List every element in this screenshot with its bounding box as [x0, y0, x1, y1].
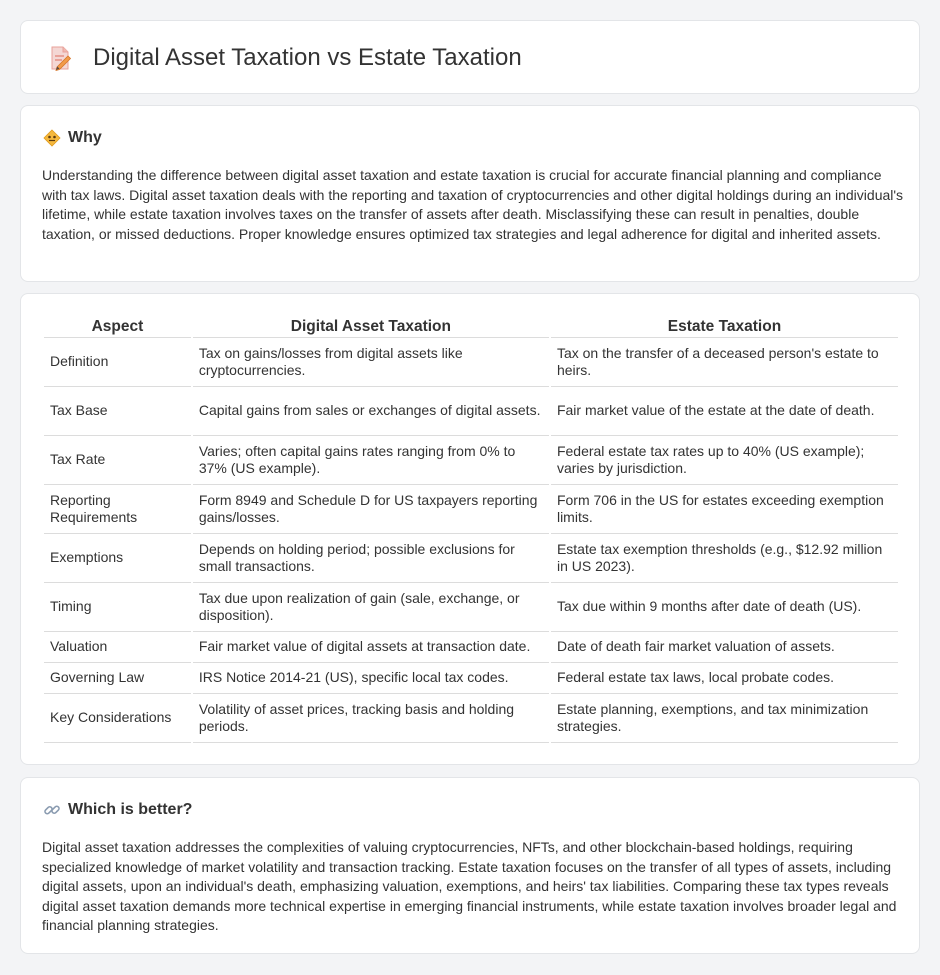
- table-row: [44, 534, 898, 583]
- document-pen-icon: [47, 45, 73, 71]
- table-row: [44, 663, 898, 694]
- digital-cell: Varies; often capital gains rates ranging from 0% to 37% (US example).: [193, 436, 549, 485]
- aspect-cell: Governing Law: [44, 663, 191, 694]
- warning-diamond-icon: [43, 129, 61, 147]
- digital-cell: Tax on gains/losses from digital assets like cryptocurrencies.: [193, 338, 549, 387]
- estate-cell: Estate tax exemption thresholds (e.g., $12.92 million in US 2023).: [551, 534, 898, 583]
- digital-cell: Capital gains from sales or exchanges of digital assets.: [193, 387, 549, 436]
- digital-cell: Volatility of asset prices, tracking basis and holding periods.: [193, 694, 549, 743]
- table-row: [44, 632, 898, 663]
- estate-cell: Tax due within 9 months after date of death (US).: [551, 583, 898, 632]
- estate-cell: Tax on the transfer of a deceased person's estate to heirs.: [551, 338, 898, 387]
- digital-cell: Depends on holding period; possible exclusions for small transactions.: [193, 534, 549, 583]
- table-row: [44, 583, 898, 632]
- aspect-cell: Tax Rate: [44, 436, 191, 485]
- table-row: [44, 436, 898, 485]
- table-row: [44, 485, 898, 534]
- table-row: [44, 338, 898, 387]
- table-header-row: [44, 316, 898, 338]
- comparison-table: [42, 316, 900, 743]
- better-heading: Which is better?: [68, 801, 193, 818]
- why-body: Understanding the difference between digital asset taxation and estate taxation is crucial for accurate financial planning and compliance with tax laws. Digital asset taxation deals with the reporting and taxation of cryptocurrencies and other digital holdings during an individual's lifetime, while estate taxation involves taxes on the transfer of assets after death. Misclassifying these can result in penalties, double taxation, or missed deductions. Proper knowledge ensures optimized tax strategies and legal adherence for digital and inherited assets.: [42, 167, 904, 242]
- estate-cell: Date of death fair market valuation of assets.: [551, 632, 898, 663]
- title-row: [47, 43, 522, 73]
- aspect-cell: Reporting Requirements: [44, 485, 191, 534]
- table-row: [44, 694, 898, 743]
- estate-cell: Estate planning, exemptions, and tax minimization strategies.: [551, 694, 898, 743]
- column-header: Digital Asset Taxation: [193, 316, 549, 338]
- why-section: [20, 105, 920, 282]
- aspect-cell: Timing: [44, 583, 191, 632]
- digital-cell: Fair market value of digital assets at transaction date.: [193, 632, 549, 663]
- table-row: [44, 387, 898, 436]
- link-icon: [43, 801, 61, 819]
- title-card: [20, 20, 920, 94]
- column-header: Estate Taxation: [551, 316, 898, 338]
- estate-cell: Federal estate tax rates up to 40% (US example); varies by jurisdiction.: [551, 436, 898, 485]
- estate-cell: Federal estate tax laws, local probate codes.: [551, 663, 898, 694]
- estate-cell: Form 706 in the US for estates exceeding exemption limits.: [551, 485, 898, 534]
- digital-cell: Form 8949 and Schedule D for US taxpayers reporting gains/losses.: [193, 485, 549, 534]
- digital-cell: IRS Notice 2014-21 (US), specific local tax codes.: [193, 663, 549, 694]
- aspect-cell: Valuation: [44, 632, 191, 663]
- better-header: [43, 800, 192, 820]
- better-body: Digital asset taxation addresses the complexities of valuing cryptocurrencies, NFTs, and other blockchain-based holdings, requiring specialized knowledge of market volatility and transaction tracking. Estate taxation focuses on the transfer of all types of assets, including digital assets, upon an individual's death, emphasizing valuation, exemptions, and heirs' tax liabilities. Comparing these tax types reveals digital asset taxation demands more technical expertise in emerging financial instruments, while estate taxation involves broader legal and financial planning strategies.: [42, 839, 897, 933]
- aspect-cell: Tax Base: [44, 387, 191, 436]
- aspect-cell: Exemptions: [44, 534, 191, 583]
- column-header: Aspect: [44, 316, 191, 338]
- digital-cell: Tax due upon realization of gain (sale, exchange, or disposition).: [193, 583, 549, 632]
- estate-cell: Fair market value of the estate at the date of death.: [551, 387, 898, 436]
- which-is-better-section: [20, 777, 920, 954]
- aspect-cell: Key Considerations: [44, 694, 191, 743]
- why-header: [43, 128, 102, 148]
- aspect-cell: Definition: [44, 338, 191, 387]
- why-heading: Why: [68, 129, 102, 146]
- page-title: Digital Asset Taxation vs Estate Taxation: [93, 44, 522, 71]
- comparison-card: [20, 293, 920, 765]
